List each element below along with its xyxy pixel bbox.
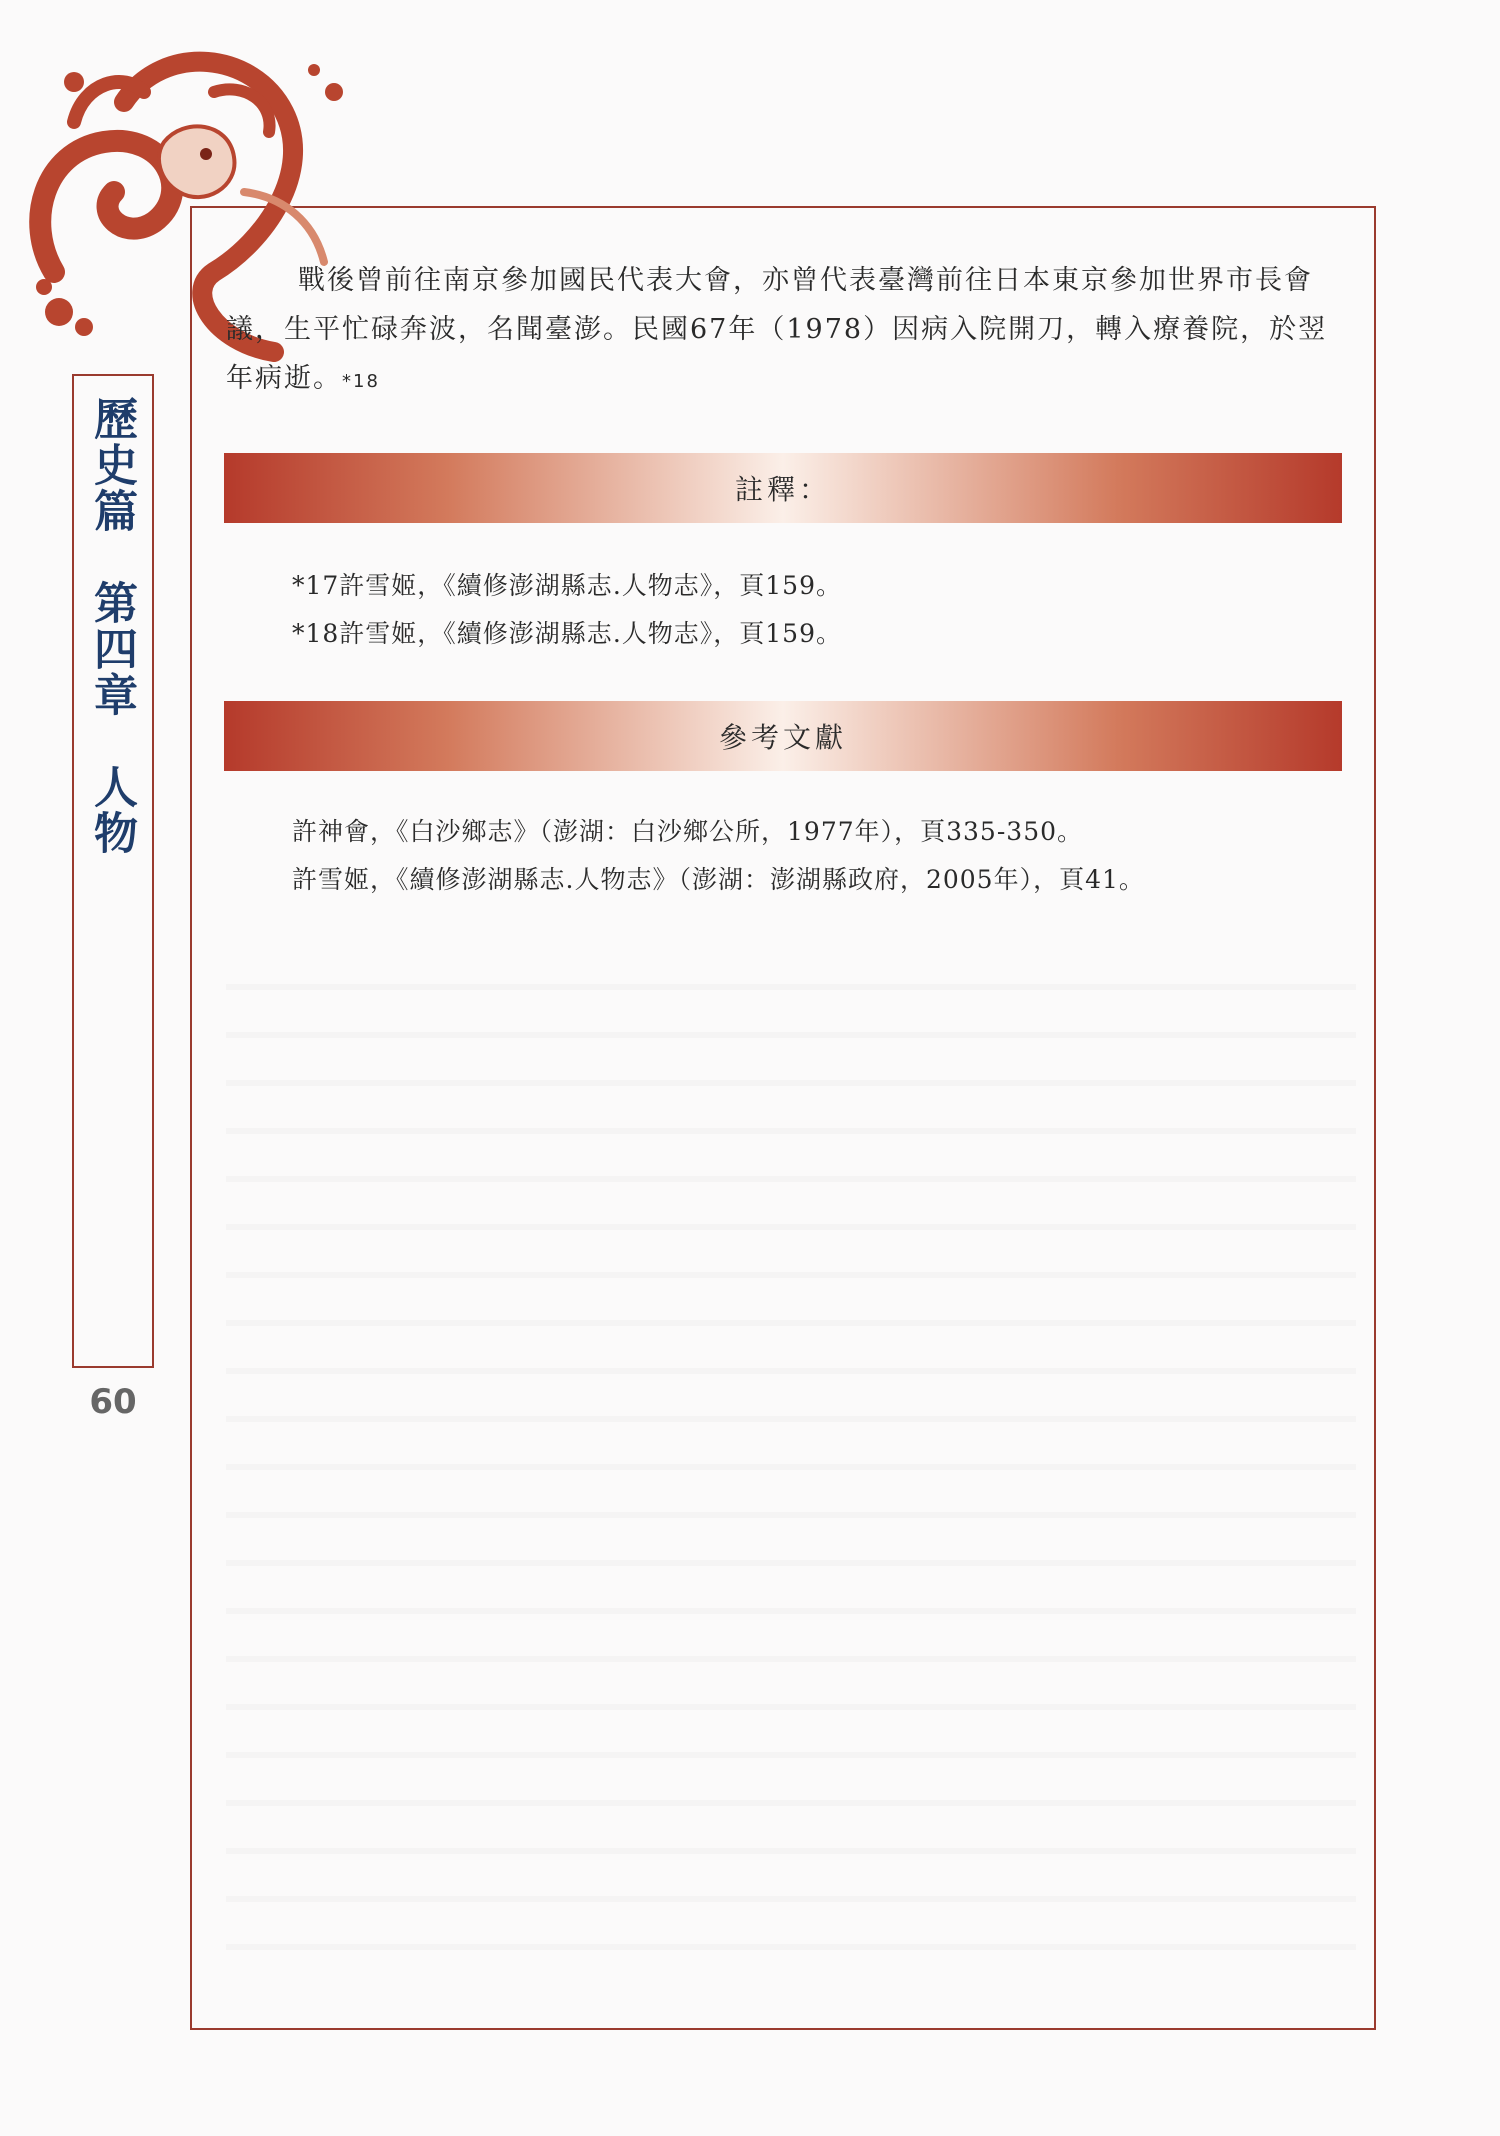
references-heading-bar [224,701,1342,771]
notes-list [292,562,842,658]
references-list [292,808,1145,904]
note-item: *18許雪姬，《續修澎湖縣志.人物志》，頁159。 [292,619,842,648]
references-heading: 參考文獻 [718,721,847,754]
chapter-title: 歷史篇 第四章 人物 [86,396,137,856]
reference-item: 許神會，《白沙鄉志》（澎湖：白沙鄉公所，1977年），頁335-350。 [292,817,1084,846]
notes-heading: 註釋： [734,473,831,506]
note-item: *17許雪姬，《續修澎湖縣志.人物志》，頁159。 [292,571,842,600]
body-paragraph [226,256,1356,406]
reference-item: 許雪姬，《續修澎湖縣志.人物志》（澎湖：澎湖縣政府，2005年），頁41。 [292,865,1145,894]
chapter-sidebar [72,374,154,1368]
notes-heading-bar [224,453,1342,523]
page-number: 60 [89,1382,137,1422]
bleed-through-texture [226,950,1356,1950]
footnote-marker: *18 [342,371,380,392]
body-paragraph-text: 戰後曾前往南京參加國民代表大會，亦曾代表臺灣前往日本東京參加世界市長會議，生平忙碌奔波，名聞臺澎。民國67年（1978）因病入院開刀，轉入療養院，於翌年病逝。 [226,265,1328,394]
